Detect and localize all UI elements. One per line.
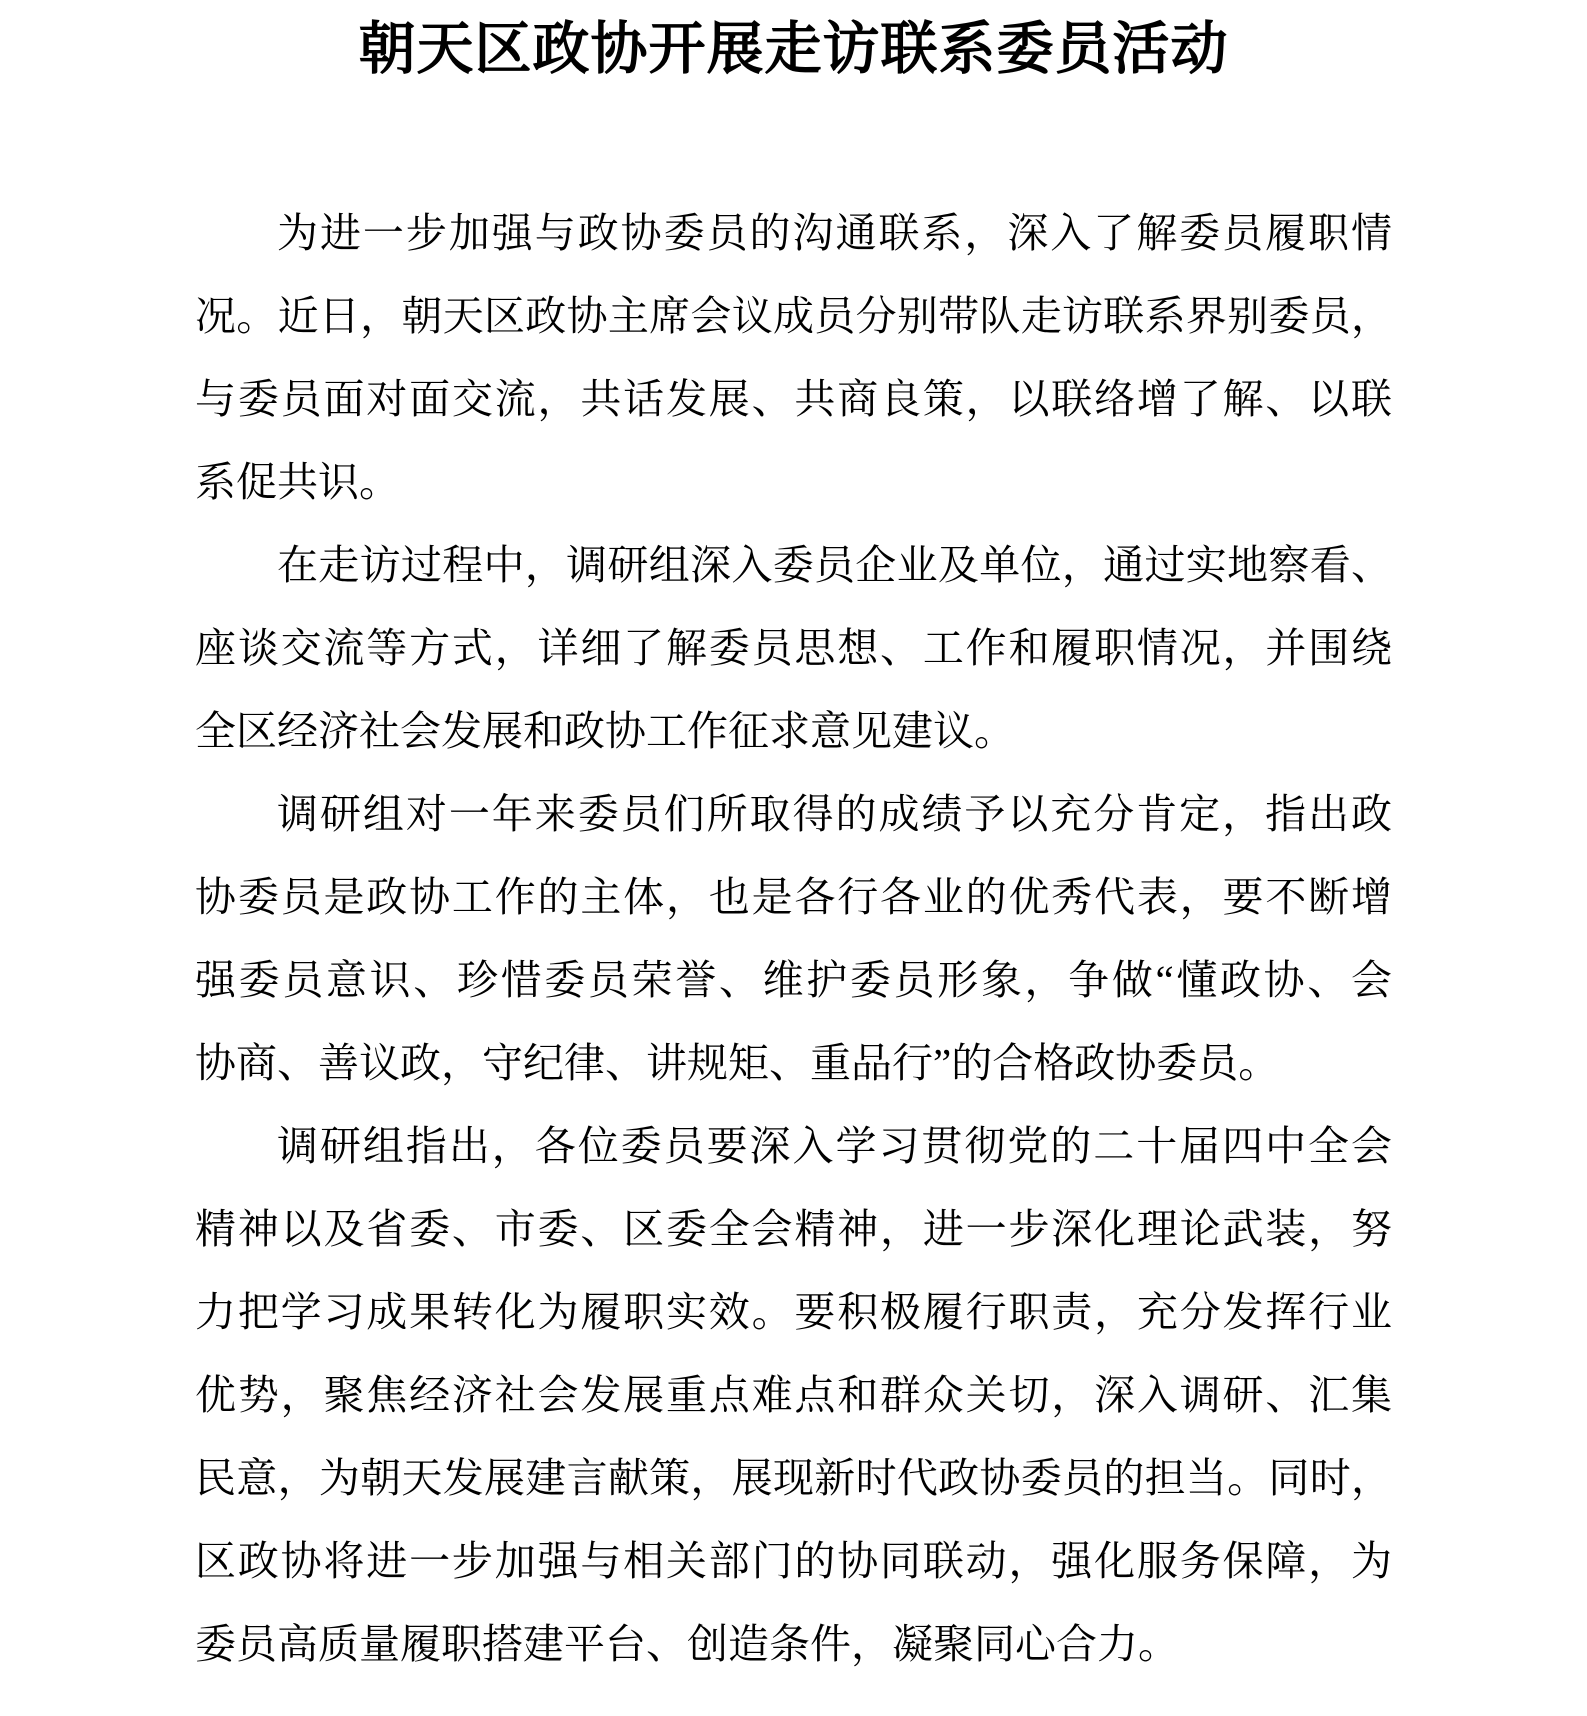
document-body — [195, 192, 1392, 1686]
body-paragraph — [195, 1105, 1392, 1686]
text-line: 系促共识。 — [195, 459, 400, 505]
text-line: 全区经济社会发展和政协工作征求意见建议。 — [195, 708, 1015, 754]
body-paragraph — [195, 192, 1392, 524]
text-line: 在走访过程中，调研组深入委员企业及单位，通过实地察看、 — [277, 542, 1392, 588]
text-line: 调研组对一年来委员们所取得的成绩予以充分肯定，指出政 — [277, 791, 1392, 837]
text-line: 与委员面对面交流，共话发展、共商良策，以联络增了解、以联 — [195, 376, 1392, 422]
text-line: 协商、善议政，守纪律、讲规矩、重品行”的合格政协委员。 — [195, 1040, 1280, 1086]
text-line: 强委员意识、珍惜委员荣誉、维护委员形象，争做“懂政协、会 — [195, 957, 1392, 1003]
text-line: 民意，为朝天发展建言献策，展现新时代政协委员的担当。同时， — [195, 1455, 1392, 1501]
text-line: 调研组指出，各位委员要深入学习贯彻党的二十届四中全会 — [277, 1123, 1392, 1169]
text-line: 座谈交流等方式，详细了解委员思想、工作和履职情况，并围绕 — [195, 625, 1392, 671]
text-line: 况。近日，朝天区政协主席会议成员分别带队走访联系界别委员， — [195, 293, 1392, 339]
body-paragraph — [195, 773, 1392, 1105]
body-paragraph — [195, 524, 1392, 773]
text-line: 为进一步加强与政协委员的沟通联系，深入了解委员履职情 — [277, 210, 1392, 256]
text-line: 协委员是政协工作的主体，也是各行各业的优秀代表，要不断增 — [195, 874, 1392, 920]
text-line: 精神以及省委、市委、区委全会精神，进一步深化理论武装，努 — [195, 1206, 1392, 1252]
document-title: 朝天区政协开展走访联系委员活动 — [358, 18, 1229, 81]
text-line: 委员高质量履职搭建平台、创造条件，凝聚同心合力。 — [195, 1621, 1179, 1667]
text-line: 力把学习成果转化为履职实效。要积极履行职责，充分发挥行业 — [195, 1289, 1392, 1335]
text-line: 优势，聚焦经济社会发展重点难点和群众关切，深入调研、汇集 — [195, 1372, 1392, 1418]
text-line: 区政协将进一步加强与相关部门的协同联动，强化服务保障，为 — [195, 1538, 1392, 1584]
